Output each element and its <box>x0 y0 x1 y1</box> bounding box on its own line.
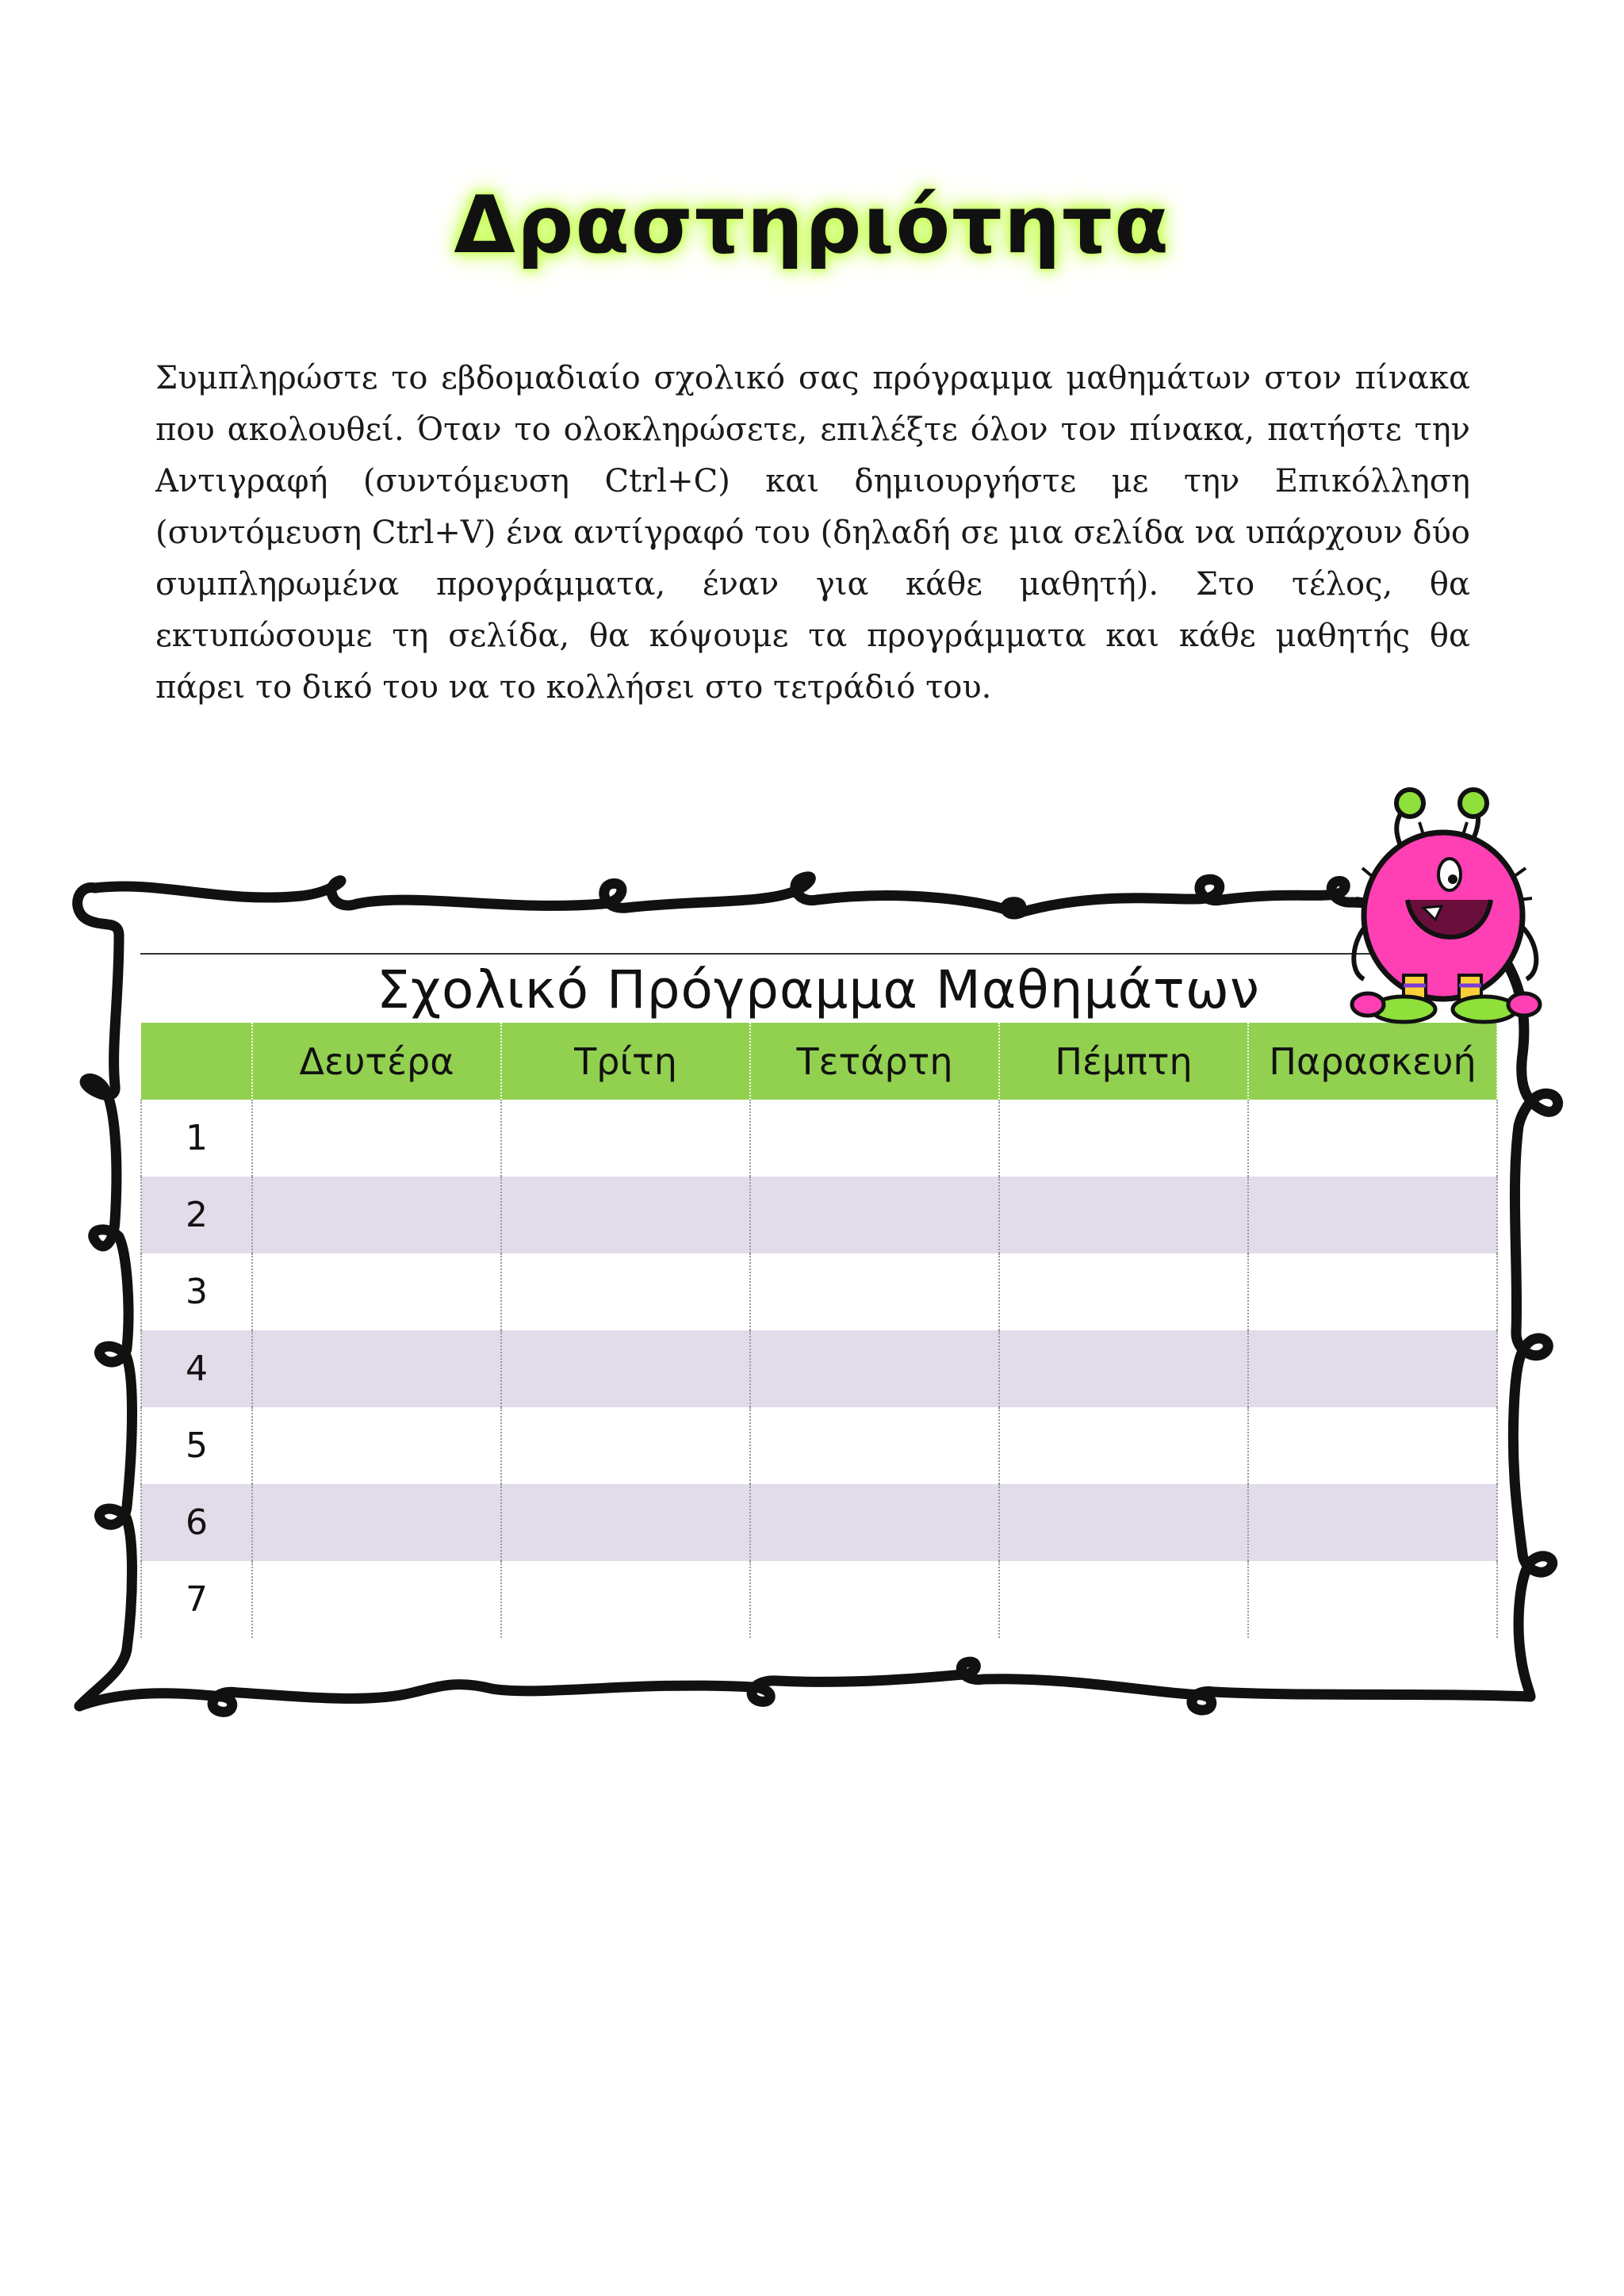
day-header: Παρασκευή <box>1248 1023 1497 1100</box>
schedule-cell[interactable] <box>750 1253 999 1330</box>
schedule-cell[interactable] <box>252 1100 501 1177</box>
table-row <box>141 1407 1497 1484</box>
schedule-cell[interactable] <box>999 1330 1248 1407</box>
schedule-cell[interactable] <box>252 1330 501 1407</box>
period-number: 5 <box>141 1407 252 1484</box>
table-row <box>141 1253 1497 1330</box>
pink-monster-icon <box>1348 781 1554 1027</box>
table-header-row <box>141 1023 1497 1100</box>
table-row <box>141 1177 1497 1253</box>
schedule-cell[interactable] <box>999 1484 1248 1561</box>
period-number: 3 <box>141 1253 252 1330</box>
page-title: Δραστηριότητα <box>454 178 1170 271</box>
schedule-cell[interactable] <box>1248 1484 1497 1561</box>
day-header: Πέμπτη <box>999 1023 1248 1100</box>
table-row <box>141 1330 1497 1407</box>
schedule-cell[interactable] <box>501 1484 750 1561</box>
day-header: Δευτέρα <box>252 1023 501 1100</box>
table-row <box>141 1484 1497 1561</box>
schedule-cell[interactable] <box>1248 1253 1497 1330</box>
schedule-cell[interactable] <box>1248 1330 1497 1407</box>
schedule-cell[interactable] <box>501 1407 750 1484</box>
schedule-cell[interactable] <box>1248 1407 1497 1484</box>
schedule-cell[interactable] <box>750 1330 999 1407</box>
schedule-cell[interactable] <box>501 1100 750 1177</box>
frame-top-edge <box>95 877 1443 914</box>
schedule-cell[interactable] <box>750 1484 999 1561</box>
schedule-cell[interactable] <box>750 1407 999 1484</box>
schedule-cell[interactable] <box>999 1253 1248 1330</box>
day-header: Τετάρτη <box>750 1023 999 1100</box>
day-header: Τρίτη <box>501 1023 750 1100</box>
schedule-cell[interactable] <box>501 1253 750 1330</box>
schedule-cell[interactable] <box>1248 1561 1497 1638</box>
frame-left-edge <box>78 888 132 1706</box>
schedule-cell[interactable] <box>999 1177 1248 1253</box>
schedule-cell[interactable] <box>750 1100 999 1177</box>
schedule-cell[interactable] <box>501 1177 750 1253</box>
period-number: 7 <box>141 1561 252 1638</box>
frame-bottom-edge <box>79 1662 1530 1712</box>
period-number: 6 <box>141 1484 252 1561</box>
schedule-cell[interactable] <box>252 1177 501 1253</box>
schedule-cell[interactable] <box>501 1330 750 1407</box>
table-row <box>141 1100 1497 1177</box>
period-number: 4 <box>141 1330 252 1407</box>
schedule-cell[interactable] <box>999 1561 1248 1638</box>
schedule-cell[interactable] <box>999 1100 1248 1177</box>
schedule-table <box>140 1023 1498 1638</box>
schedule-cell[interactable] <box>750 1177 999 1253</box>
schedule-cell[interactable] <box>1248 1100 1497 1177</box>
schedule-cell[interactable] <box>252 1253 501 1330</box>
period-number: 2 <box>141 1177 252 1253</box>
schedule-cell[interactable] <box>1248 1177 1497 1253</box>
schedule-cell[interactable] <box>999 1407 1248 1484</box>
schedule-cell[interactable] <box>501 1561 750 1638</box>
period-number: 1 <box>141 1100 252 1177</box>
schedule-table-container <box>140 953 1496 1643</box>
schedule-cell[interactable] <box>252 1484 501 1561</box>
corner-cell <box>141 1023 252 1100</box>
schedule-cell[interactable] <box>750 1561 999 1638</box>
table-top-rule <box>140 953 1496 955</box>
table-row <box>141 1561 1497 1638</box>
schedule-cell[interactable] <box>252 1407 501 1484</box>
schedule-cell[interactable] <box>252 1561 501 1638</box>
schedule-title: Σχολικό Πρόγραμμα Μαθημάτων <box>377 959 1260 1020</box>
instructions-paragraph: Συμπληρώστε το εβδομαδιαίο σχολικό σας πρόγραμμα μαθημάτων στον πίνακα που ακολουθεί. Όταν το ολοκληρώσετε, επιλέξτε όλον τον πίνακα, πατήστε την Αντιγραφή (συντόμευση Ctrl+C) και δημιουργήστε με την Επικόλληση (συντόμευση Ctrl+V) ένα αντίγραφό του (δηλαδή σε μια σελίδα να υπάρχουν δύο συμπληρωμένα προγράμματα, έναν για κάθε μαθητή). Στο τέλος, θα εκτυπώσουμε τη σελίδα, θα κόψουμε τα προγράμματα και κάθε μαθητής θα πάρει το δικό του να το κολλήσει στο τετράδιό του. <box>155 360 1470 706</box>
